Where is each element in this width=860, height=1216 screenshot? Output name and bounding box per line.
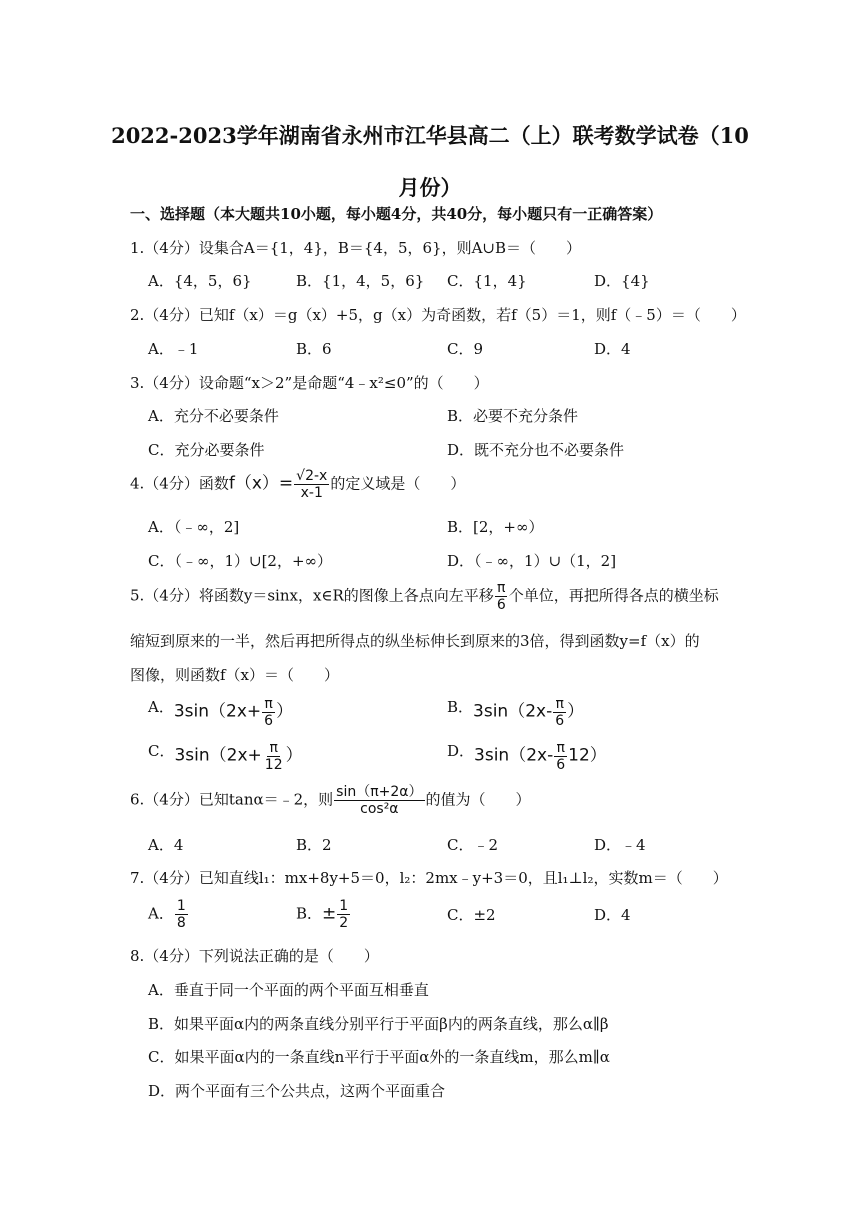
q7-option-a-fraction <box>175 898 188 931</box>
q5-stem-line-3: 图像，则函数f（x）＝（ ） <box>130 666 340 684</box>
q5-option-b-denominator: 6 <box>555 713 565 729</box>
q5-option-c-close: ） <box>285 745 303 766</box>
q5-option-a-fraction <box>262 696 275 729</box>
q5-option-b-label: B． <box>447 698 474 716</box>
q4-numerator: √2-x <box>296 468 328 484</box>
q5-option-d <box>447 740 607 773</box>
q5-option-a-expr: 3sin（2x+ <box>173 701 262 722</box>
q5-option-a-numerator: π <box>264 696 273 712</box>
q6-stem-prefix: 6.（4分）已知tanα＝﹣2，则 <box>130 790 334 809</box>
q2-option-d: D．4 <box>594 340 631 358</box>
q5-option-a <box>148 696 293 729</box>
q2-option-b: B．6 <box>296 340 332 358</box>
q4-stem-prefix: 4.（4分）函数 <box>130 474 229 493</box>
q4-option-c: C．（﹣∞，1）∪[2，+∞） <box>148 552 333 570</box>
q6-option-a: A．4 <box>148 836 184 854</box>
q5-option-d-fraction <box>554 740 567 773</box>
q3-option-b: B．必要不充分条件 <box>447 407 579 425</box>
q7-option-a <box>148 898 189 931</box>
question-8-stem: 8.（4分）下列说法正确的是（ ） <box>130 947 379 965</box>
q4-function-label: f（x）= <box>228 473 294 494</box>
q5-option-d-label: D． <box>447 742 475 760</box>
q5-option-d-denominator: 6 <box>556 757 566 773</box>
q3-option-d: D．既不充分也不必要条件 <box>447 441 625 459</box>
q5-option-a-denominator: 6 <box>264 713 274 729</box>
q2-option-c: C．9 <box>447 340 484 358</box>
q5-option-b <box>447 696 584 729</box>
q1-option-d: D．{4} <box>594 272 650 290</box>
q8-option-c: C．如果平面α内的一条直线n平行于平面α外的一条直线m，那么m∥α <box>148 1048 610 1066</box>
q5-stem-suffix: 个单位，再把所得各点的横坐标 <box>508 586 719 605</box>
q5-option-b-close: ） <box>567 701 585 722</box>
q8-option-a: A．垂直于同一个平面的两个平面互相垂直 <box>148 981 429 999</box>
q6-option-d: D．﹣4 <box>594 836 646 854</box>
q5-shift-fraction <box>495 580 508 613</box>
question-1-stem: 1.（4分）设集合A＝{1，4}，B＝{4，5，6}，则A∪B＝（ ） <box>130 239 582 257</box>
q7-option-b-denominator: 2 <box>339 915 349 931</box>
q4-denominator: x-1 <box>300 485 323 501</box>
section-heading: 一、选择题（本大题共10小题，每小题4分，共40分，每小题只有一正确答案） <box>130 205 663 223</box>
q5-shift-denominator: 6 <box>496 597 506 613</box>
q6-numerator: sin（π+2α） <box>336 784 423 800</box>
q8-option-d: D．两个平面有三个公共点，这两个平面重合 <box>148 1082 446 1100</box>
q5-option-c <box>148 740 303 773</box>
q5-option-b-fraction <box>553 696 566 729</box>
q6-stem-suffix: 的值为（ ） <box>425 790 531 809</box>
q7-option-a-denominator: 8 <box>176 915 186 931</box>
q5-option-d-expr: 3sin（2x- <box>474 745 554 766</box>
question-5-stem <box>130 580 719 613</box>
question-2-stem: 2.（4分）已知f（x）＝g（x）+5，g（x）为奇函数，若f（5）＝1，则f（﹣5）＝（ ） <box>130 306 746 324</box>
q6-option-c: C．﹣2 <box>447 836 499 854</box>
q5-option-d-numerator: π <box>556 740 565 756</box>
q7-option-c: C．±2 <box>447 906 496 924</box>
q4-option-d: D．（﹣∞，1）∪（1，2] <box>447 552 617 570</box>
q6-option-b: B．2 <box>296 836 332 854</box>
q5-option-a-close: ） <box>276 701 294 722</box>
q4-fraction <box>294 468 329 501</box>
q4-option-a: A．（﹣∞，2] <box>148 518 240 536</box>
q7-option-b-label: B． <box>296 904 323 923</box>
q7-option-a-numerator: 1 <box>176 898 186 914</box>
q5-stem-line-2: 缩短到原来的一半，然后再把所得点的纵坐标伸长到原来的3倍，得到函数y=f（x）的 <box>130 632 700 650</box>
question-4-stem <box>130 468 465 501</box>
q3-option-c: C．充分必要条件 <box>148 441 265 459</box>
question-7-stem: 7.（4分）已知直线l₁：mx+8y+5＝0，l₂：2mx﹣y+3＝0，且l₁⊥l₂，实数m＝（ ） <box>130 869 728 887</box>
q5-option-c-expr: 3sin（2x+ <box>174 745 262 766</box>
q5-option-c-denominator: 12 <box>264 757 283 773</box>
q5-option-b-numerator: π <box>555 696 564 712</box>
q4-option-b: B．[2，+∞） <box>447 518 544 536</box>
q7-option-b <box>296 898 351 931</box>
q4-stem-suffix: 的定义域是（ ） <box>330 474 466 493</box>
question-3-stem: 3.（4分）设命题“x＞2”是命题“4﹣x²≤0”的（ ） <box>130 374 489 392</box>
q1-option-b: B．{1，4，5，6} <box>296 272 425 290</box>
q5-option-c-label: C． <box>148 742 175 760</box>
q7-option-b-sign: ± <box>322 903 337 924</box>
question-6-stem <box>130 784 531 817</box>
q5-option-d-close: 12） <box>568 745 607 766</box>
q7-option-a-label: A． <box>148 904 174 923</box>
q6-denominator: cos²α <box>360 801 399 817</box>
q6-fraction <box>334 784 424 817</box>
q7-option-b-numerator: 1 <box>339 898 349 914</box>
q1-option-c: C．{1，4} <box>447 272 527 290</box>
q3-option-a: A．充分不必要条件 <box>148 407 279 425</box>
q5-option-c-numerator: π <box>269 740 278 756</box>
q1-option-a: A．{4，5，6} <box>148 272 252 290</box>
q5-option-c-fraction <box>263 740 285 773</box>
q7-option-d: D．4 <box>594 906 631 924</box>
q8-option-b: B．如果平面α内的两条直线分别平行于平面β内的两条直线，那么α∥β <box>148 1015 609 1033</box>
q5-option-a-label: A． <box>148 698 174 716</box>
q5-shift-numerator: π <box>497 580 506 596</box>
q5-option-b-expr: 3sin（2x- <box>473 701 553 722</box>
q2-option-a: A．﹣1 <box>148 340 199 358</box>
q7-option-b-fraction <box>337 898 350 931</box>
q5-stem-prefix: 5.（4分）将函数y＝sinx，x∈R的图像上各点向左平移 <box>130 586 494 605</box>
page-title: 2022-2023学年湖南省永州市江华县高二（上）联考数学试卷（10月份） <box>111 123 749 200</box>
